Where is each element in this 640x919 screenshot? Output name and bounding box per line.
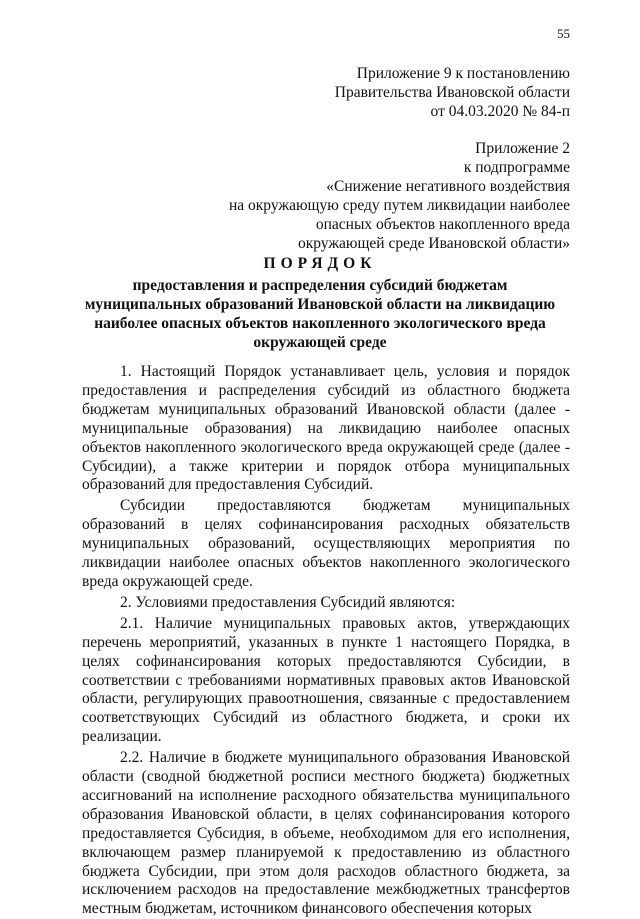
- paragraph-subsidies-purpose: Субсидии предоставляются бюджетам муниципальных образований в целях софинансирования расходных обязательств муниципальных образований, осуществляющих мероприятия по ликвидации наиболее опасных объектов накопленного экологического вреда окружающей среде.: [82, 497, 570, 590]
- subtitle-line: муниципальных образований Ивановской области на ликвидацию: [84, 296, 556, 313]
- appendix-9-line: Приложение 9 к постановлению: [356, 65, 570, 82]
- page-number: 55: [557, 26, 570, 41]
- appendix-2-header: [229, 139, 570, 253]
- paragraph-2-2: 2.2. Наличие в бюджете муниципального образования Ивановской области (сводной бюджетной росписи местного бюджета) бюджетных ассигнований на исполнение расходного обязательства муниципального образования Ивановской области, в целях софинансирования которого предоставляется Субсидия, в объеме, необходимом для его исполнения, включающем размер планируемой к предоставлению из областного бюджета Субсидии, при этом доля расходов областного бюджета, за исключением расходов на предоставление межбюджетных трансфертов местным бюджетам, источником финансового обеспечения которых: [82, 749, 570, 918]
- document-body: [82, 363, 570, 919]
- appendix-2-line: «Снижение негативного воздействия: [326, 178, 570, 195]
- document-subtitle: [70, 276, 570, 352]
- paragraph-1: 1. Настоящий Порядок устанавливает цель, условия и порядок предоставления и распределения субсидий из областного бюджета бюджетам муниципальных образований Ивановской области (далее - муниципальные образования) на ликвидацию наиболее опасных объектов накопленного экологического вреда окружающей среде (далее - Субсидии), а также критерии и порядок отбора муниципальных образований для предоставления Субсидий.: [82, 363, 570, 494]
- appendix-9-line: Правительства Ивановской области: [334, 84, 570, 101]
- paragraph-2-1: 2.1. Наличие муниципальных правовых актов, утверждающих перечень мероприятий, указанных в пункте 1 настоящего Порядка, в целях софинансирования которых предоставляются Субсидии, в соответствии с требованиями нормативных правовых актов Ивановской области, регулирующих правоотношения, связанные с предоставлением соответствующих Субсидий из областного бюджета, и сроки их реализации.: [82, 614, 570, 746]
- appendix-2-line: на окружающую среду путем ликвидации наиболее: [228, 197, 570, 214]
- subtitle-line: предоставления и распределения субсидий бюджетам: [132, 277, 508, 294]
- appendix-2-line: Приложение 2: [475, 140, 570, 157]
- appendix-2-line: к подпрограмме: [463, 159, 570, 176]
- appendix-2-line: опасных объектов накопленного вреда: [315, 216, 570, 233]
- appendix-9-header: [335, 64, 570, 121]
- subtitle-line: наиболее опасных объектов накопленного экологического вреда: [94, 315, 546, 332]
- subtitle-line: окружающей среде: [253, 334, 387, 351]
- appendix-9-line: от 04.03.2020 № 84-п: [430, 103, 570, 120]
- paragraph-2: 2. Условиями предоставления Субсидий являются:: [120, 593, 456, 611]
- document-title: ПОРЯДОК: [263, 255, 377, 272]
- appendix-2-line: окружающей среде Ивановской области»: [297, 235, 570, 252]
